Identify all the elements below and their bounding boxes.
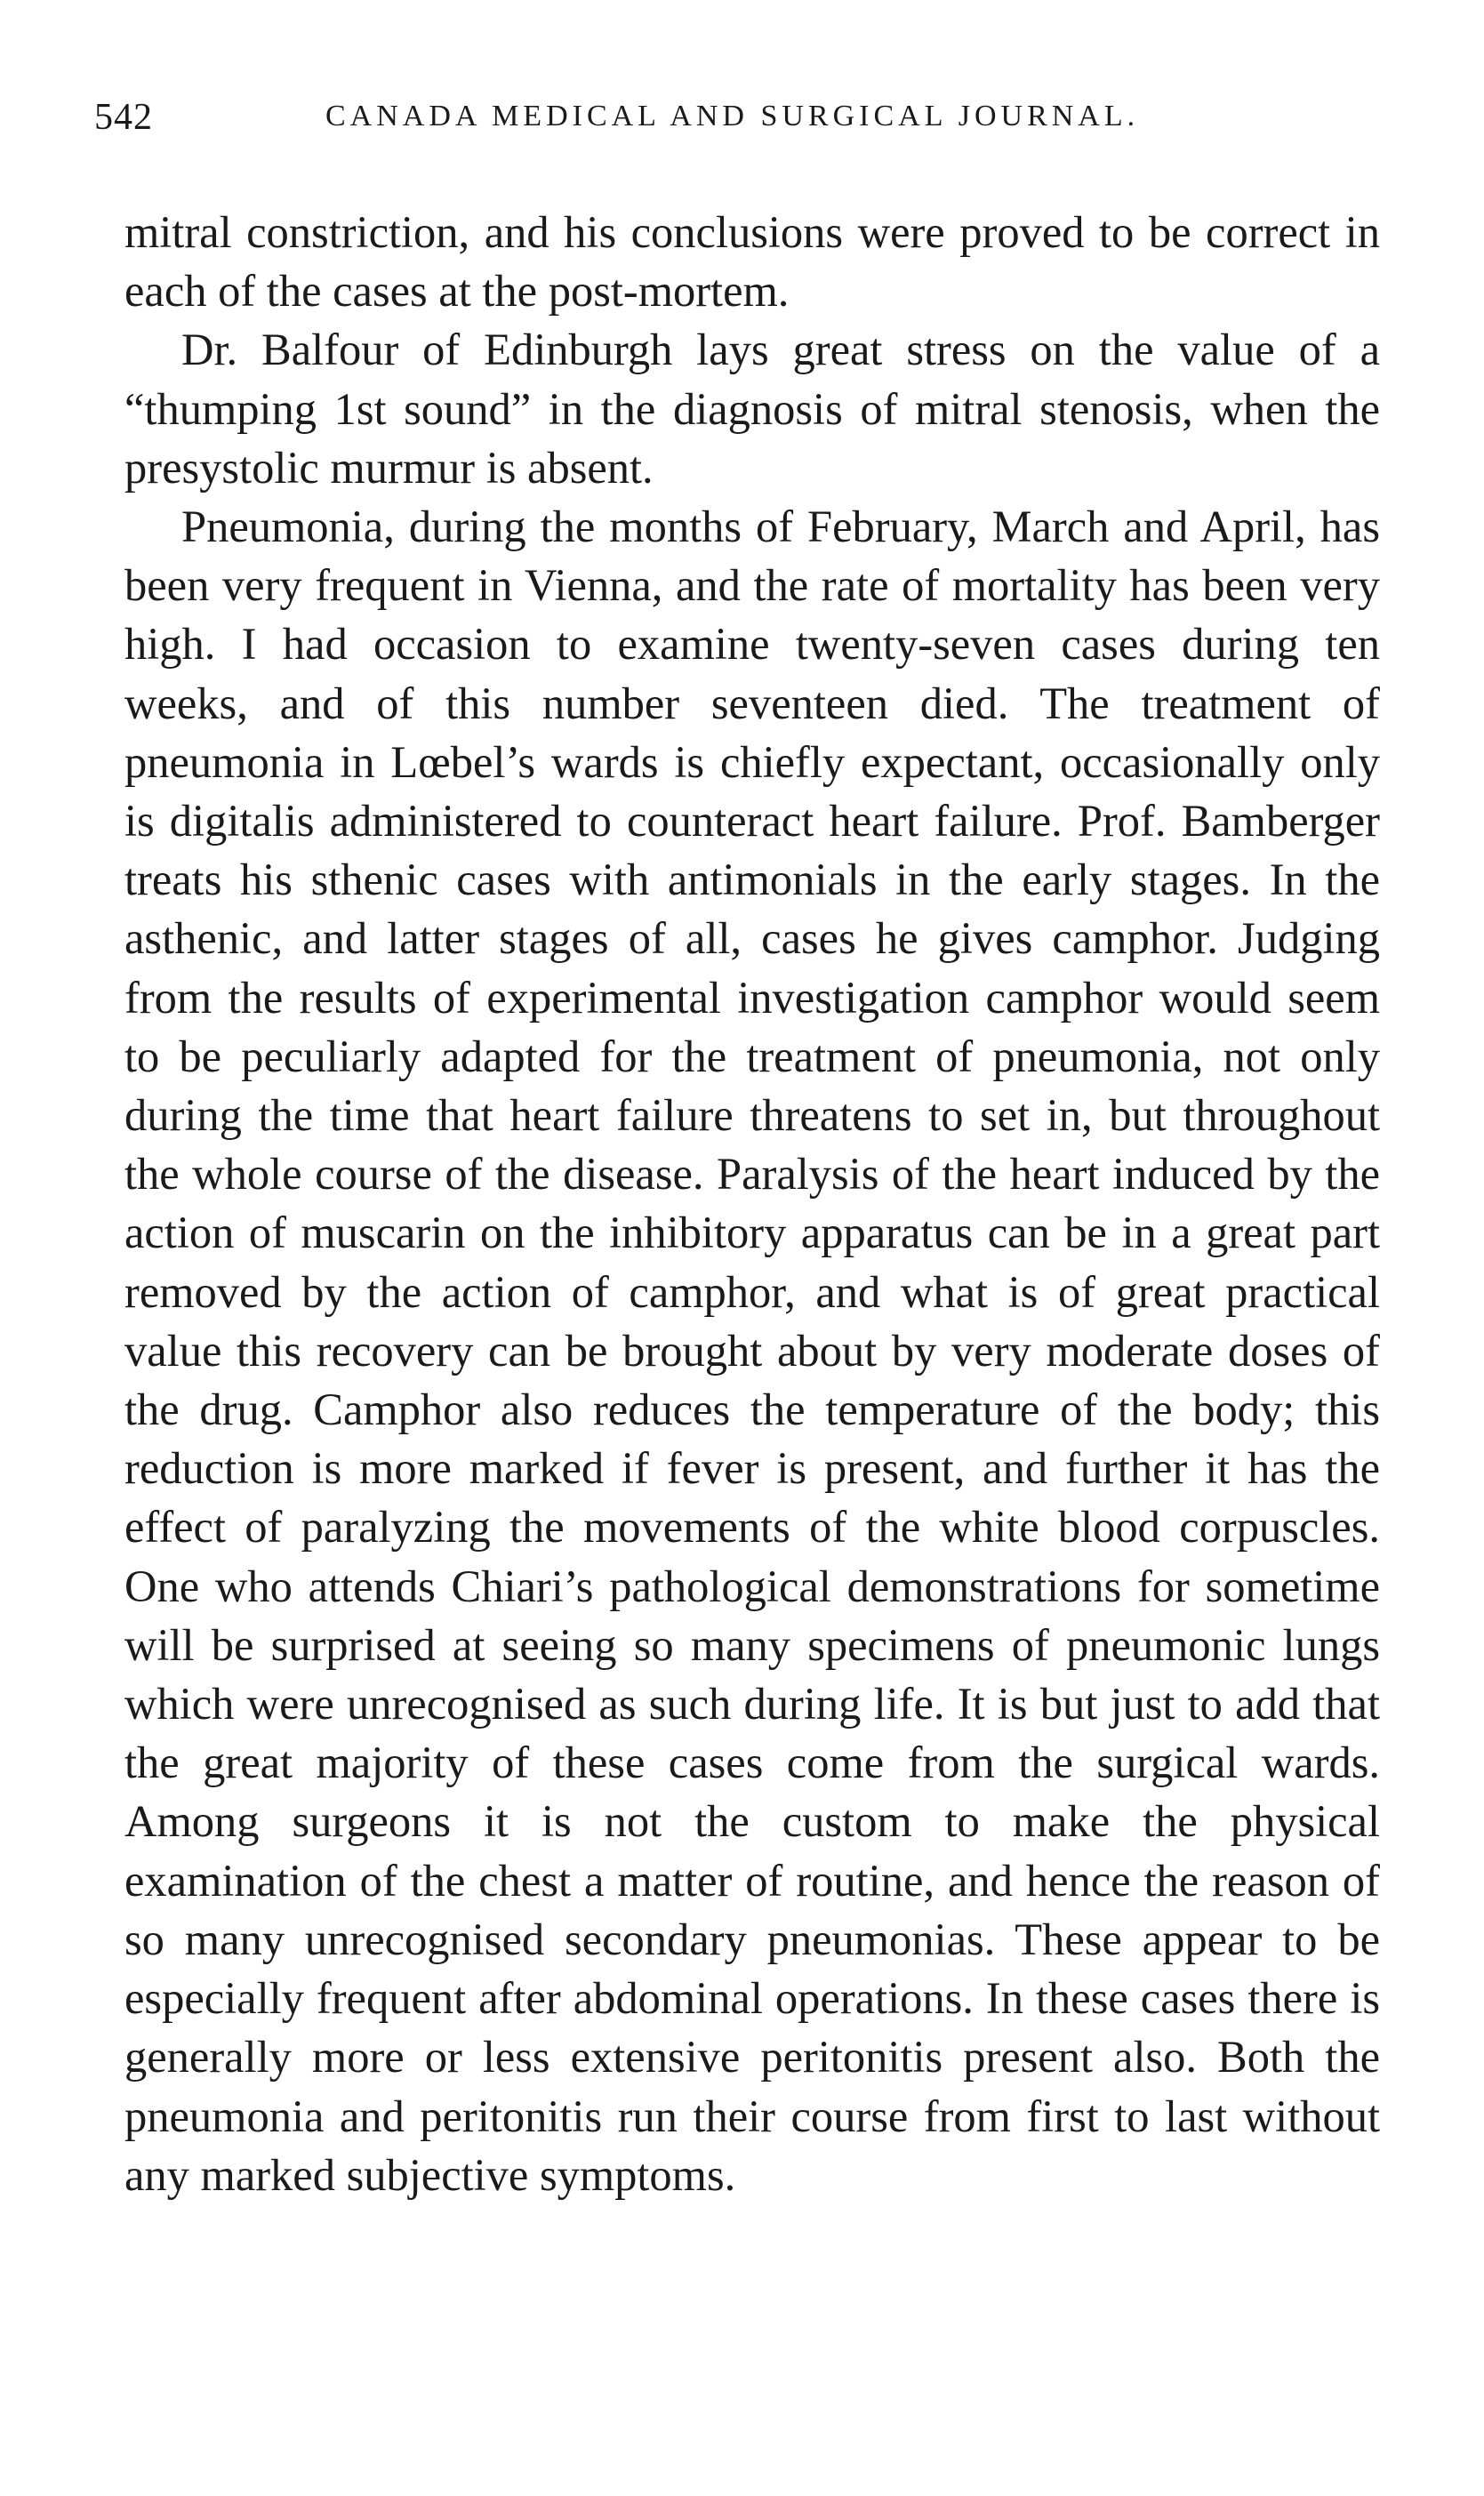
paragraph-balfour: Dr. Balfour of Edinburgh lays great stress on the value of a “thumping 1st sound” in the diagnosis of mitral stenosis, when the presystolic murmur is absent. [124, 325, 1380, 493]
page-header [94, 96, 1392, 149]
paragraph-continuation: mitral constriction, and his conclusions were proved to be correct in each of the cases at the post-mortem. [124, 207, 1380, 317]
running-head: CANADA MEDICAL AND SURGICAL JOURNAL. [325, 100, 1140, 132]
page-number: 542 [94, 97, 153, 138]
body-text [124, 203, 1380, 2204]
paragraph-pneumonia: Pneumonia, during the months of February, March and April, has been very frequent in Vienna, and the rate of mortality has been very high. I had occasion to examine twenty-seven cases during ten weeks, and of this number seventeen died. The treatment of pneumonia in Lœbel’s wards is chiefly expectant, occasionally only is digitalis administered to counteract heart failure. Prof. Bamberger treats his sthenic cases with antimonials in the early stages. In the asthenic, and latter stages of all, cases he gives camphor. Judging from the results of experimental investigation camphor would seem to be peculiarly adapted for the treatment of pneumonia, not only during the time that heart failure threatens to set in, but throughout the whole course of the disease. Paralysis of the heart induced by the action of muscarin on the inhibitory apparatus can be in a great part removed by the action of camphor, and what is of great practical value this recovery can be brought about by very moderate doses of the drug. Camphor also reduces the temperature of the body; this reduction is more marked if fever is present, and further it has the effect of paralyzing the movements of the white blood corpuscles. One who attends Chiari’s pathological demonstrations for sometime will be surprised at seeing so many specimens of pneumonic lungs which were unrecognised as such during life. It is but just to add that the great majority of these cases come from the surgical wards. Among surgeons it is not the custom to make the physical examination of the chest a matter of routine, and hence the reason of so many unrecognised secondary pneumonias. These appear to be especially frequent after abdominal operations. In these cases there is generally more or less extensive peritonitis present also. Both the pneumonia and peritonitis run their course from first to last without any marked subjective symptoms. [124, 502, 1380, 2200]
